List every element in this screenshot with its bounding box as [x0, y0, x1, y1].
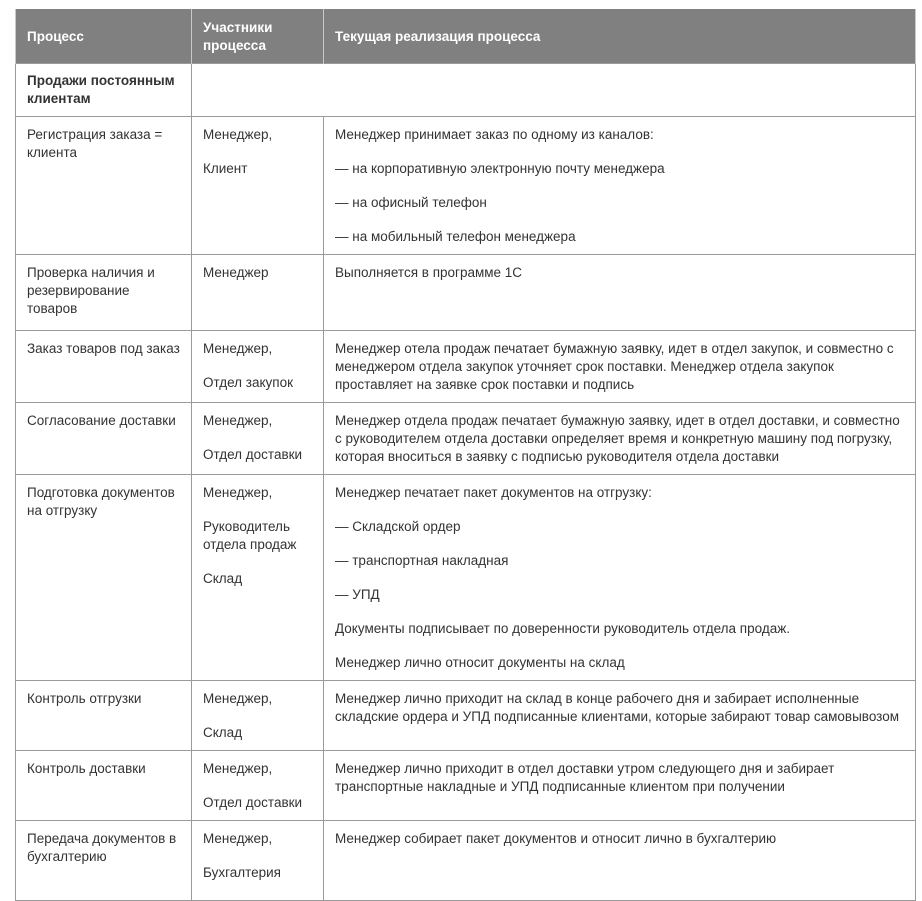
participants-cell: [192, 681, 324, 751]
participant-text: Менеджер,: [203, 691, 273, 706]
process-text: Проверка наличия и резервирование товаров: [27, 265, 155, 316]
table-row: [16, 255, 916, 331]
implementation-text: Менеджер собирает пакет документов и относит лично в бухгалтерию: [335, 831, 777, 846]
implementation-text: — на мобильный телефон менеджера: [335, 229, 576, 244]
header-participants: Участники процесса: [192, 9, 324, 64]
implementation-cell: [324, 255, 916, 331]
implementation-text: — на корпоративную электронную почту менеджера: [335, 161, 665, 176]
participants-cell: [192, 403, 324, 475]
implementation-cell: [324, 331, 916, 403]
participant-text: Руководитель отдела продаж: [203, 519, 297, 552]
participant-text: Склад: [203, 571, 243, 586]
implementation-text: Менеджер печатает пакет документов на отгрузку:: [335, 485, 652, 500]
participant-text: Менеджер,: [203, 485, 273, 500]
participant-text: Отдел доставки: [203, 447, 303, 462]
implementation-text: — на офисный телефон: [335, 195, 487, 210]
participant-text: Отдел доставки: [203, 795, 303, 810]
implementation-cell: [324, 117, 916, 255]
section-row: [16, 64, 916, 117]
participant-text: Менеджер,: [203, 831, 273, 846]
process-cell: Регистрация заказа = клиента: [16, 117, 192, 255]
participant-text: Менеджер,: [203, 341, 273, 356]
table-row: [16, 475, 916, 681]
implementation-text: — Складской ордер: [335, 519, 461, 534]
participant-text: Отдел закупок: [203, 375, 294, 390]
implementation-text: Менеджер отела продаж печатает бумажную заявку, идет в отдел закупок, и совместно с менеджером отдела закупок уточняет срок поставки. Менеджер отдела закупок проставляет на заявке срок поставки и подпись: [335, 341, 894, 392]
implementation-text: Менеджер лично приходит в отдел доставки утром следующего дня и забирает транспортные накладные и УПД подписанные клиентом при получении: [335, 761, 835, 794]
implementation-cell: [324, 751, 916, 821]
table-row: [16, 751, 916, 821]
participant-text: Бухгалтерия: [203, 865, 281, 880]
process-cell: Передача документов в бухгалтерию: [16, 821, 192, 901]
implementation-text: Менеджер отдела продаж печатает бумажную заявку, идет в отдел доставки, и совместно с руководителем отдела доставки определяет время и конкретную машину под погрузку, которая вноситься в заявку с подписью руководителя отдела доставки: [335, 413, 900, 464]
process-cell: Согласование доставки: [16, 403, 192, 475]
process-cell: Контроль доставки: [16, 751, 192, 821]
process-table: [15, 9, 916, 901]
implementation-text: Менеджер принимает заказ по одному из каналов:: [335, 127, 654, 142]
implementation-cell: [324, 475, 916, 681]
header-process: Процесс: [16, 9, 192, 64]
table-row: [16, 821, 916, 901]
participant-text: Клиент: [203, 161, 248, 176]
implementation-cell: [324, 403, 916, 475]
section-empty-cell: [192, 64, 916, 117]
participants-cell: [192, 821, 324, 901]
participants-cell: [192, 751, 324, 821]
implementation-text: Менеджер лично относит документы на склад: [335, 655, 625, 670]
table-row: [16, 331, 916, 403]
participants-cell: [192, 117, 324, 255]
participant-text: Менеджер: [203, 265, 269, 280]
implementation-text: — УПД: [335, 587, 380, 602]
participant-text: Менеджер,: [203, 127, 273, 142]
participants-cell: [192, 475, 324, 681]
participant-text: Менеджер,: [203, 413, 273, 428]
header-implementation: Текущая реализация процесса: [324, 9, 916, 64]
process-table-container: [15, 9, 915, 901]
participant-text: Склад: [203, 725, 243, 740]
table-row: [16, 403, 916, 475]
table-row: [16, 117, 916, 255]
table-header-row: [16, 9, 916, 64]
implementation-text: — транспортная накладная: [335, 553, 509, 568]
participants-cell: [192, 331, 324, 403]
participant-text: Менеджер,: [203, 761, 273, 776]
implementation-cell: [324, 821, 916, 901]
process-cell: [16, 255, 192, 331]
process-cell: Заказ товаров под заказ: [16, 331, 192, 403]
implementation-text: Менеджер лично приходит на склад в конце рабочего дня и забирает исполненные складские ордера и УПД подписанные клиентами, которые забирают товар самовывозом: [335, 691, 900, 724]
implementation-cell: [324, 681, 916, 751]
section-title: Продажи постоянным клиентам: [16, 64, 192, 117]
implementation-text: Выполняется в программе 1С: [335, 265, 523, 280]
participants-cell: [192, 255, 324, 331]
implementation-text: Документы подписывает по доверенности руководитель отдела продаж.: [335, 621, 790, 636]
table-row: [16, 681, 916, 751]
process-cell: Контроль отгрузки: [16, 681, 192, 751]
process-cell: Подготовка документов на отгрузку: [16, 475, 192, 681]
